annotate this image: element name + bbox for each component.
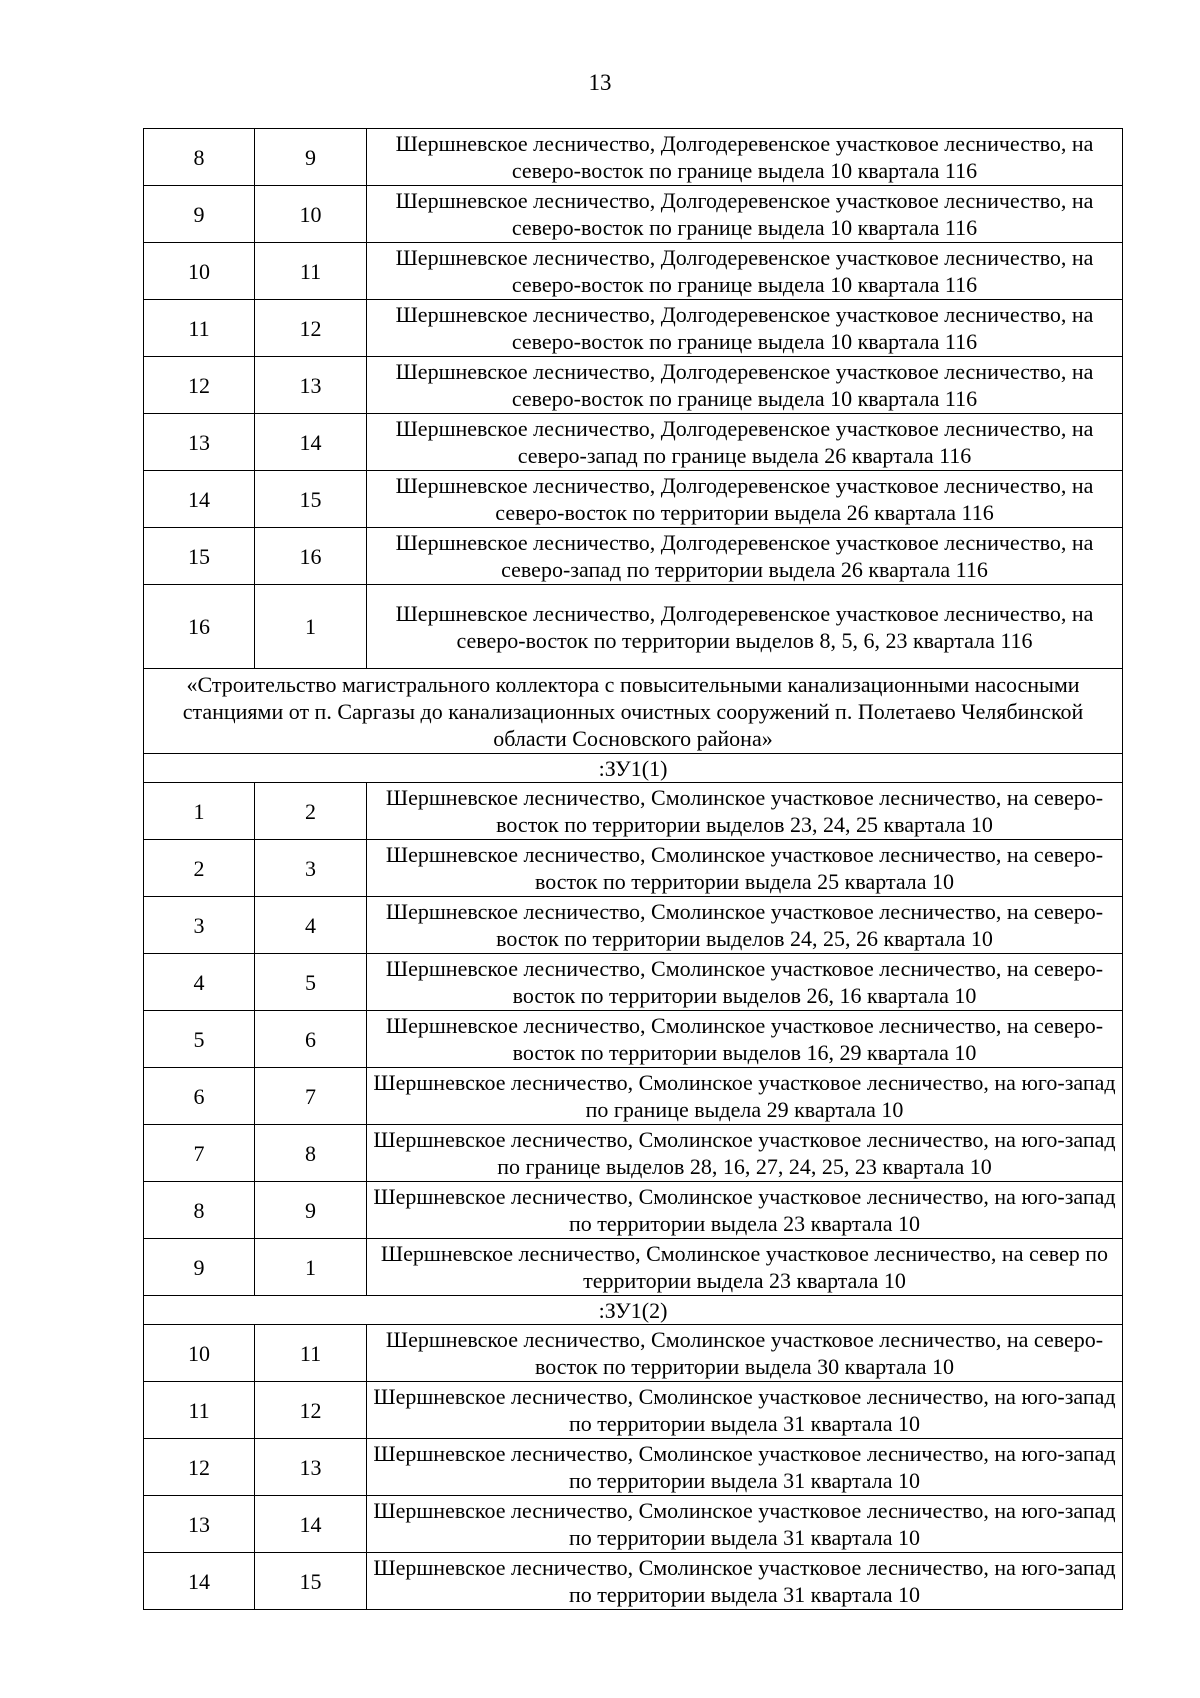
section-header-row: [144, 1296, 1123, 1325]
from-point-cell: 8: [144, 129, 255, 186]
to-point-cell: 13: [255, 357, 367, 414]
description-cell: Шершневское лесничество, Смолинское участковое лесничество, на северо-восток по территории выделов 26, 16 квартала 10: [367, 954, 1123, 1011]
from-point-cell: 9: [144, 1239, 255, 1296]
table-row: [144, 1011, 1123, 1068]
table-row: [144, 357, 1123, 414]
table-row: [144, 300, 1123, 357]
to-point-cell: 15: [255, 471, 367, 528]
table-row: [144, 897, 1123, 954]
description-cell: Шершневское лесничество, Смолинское участковое лесничество, на северо-восток по территории выдела 25 квартала 10: [367, 840, 1123, 897]
from-point-cell: 2: [144, 840, 255, 897]
to-point-cell: 14: [255, 414, 367, 471]
project-heading-row: [144, 669, 1123, 754]
to-point-cell: 12: [255, 1382, 367, 1439]
description-cell: Шершневское лесничество, Смолинское участковое лесничество, на юго-запад по территории выдела 31 квартала 10: [367, 1496, 1123, 1553]
to-point-cell: 8: [255, 1125, 367, 1182]
from-point-cell: 1: [144, 783, 255, 840]
description-cell: Шершневское лесничество, Смолинское участковое лесничество, на юго-запад по территории выдела 31 квартала 10: [367, 1439, 1123, 1496]
table-row: [144, 186, 1123, 243]
from-point-cell: 13: [144, 1496, 255, 1553]
to-point-cell: 7: [255, 1068, 367, 1125]
from-point-cell: 5: [144, 1011, 255, 1068]
description-cell: Шершневское лесничество, Смолинское участковое лесничество, на северо-восток по территории выдела 30 квартала 10: [367, 1325, 1123, 1382]
from-point-cell: 10: [144, 243, 255, 300]
description-cell: Шершневское лесничество, Смолинское участковое лесничество, на юго-запад по территории выдела 31 квартала 10: [367, 1553, 1123, 1610]
description-cell: Шершневское лесничество, Долгодеревенское участковое лесничество, на северо-восток по границе выдела 10 квартала 116: [367, 186, 1123, 243]
description-cell: Шершневское лесничество, Смолинское участковое лесничество, на северо-восток по территории выделов 24, 25, 26 квартала 10: [367, 897, 1123, 954]
to-point-cell: 5: [255, 954, 367, 1011]
description-cell: Шершневское лесничество, Смолинское участковое лесничество, на северо-восток по территории выделов 16, 29 квартала 10: [367, 1011, 1123, 1068]
project-heading: «Строительство магистрального коллектора с повысительными канализационными насосными станциями от п. Саргазы до канализационных очистных сооружений п. Полетаево Челябинской области Сосновского района»: [144, 669, 1123, 754]
table-row: [144, 783, 1123, 840]
description-cell: Шершневское лесничество, Смолинское участковое лесничество, на северо-восток по территории выделов 23, 24, 25 квартала 10: [367, 783, 1123, 840]
description-cell: Шершневское лесничество, Долгодеревенское участковое лесничество, на северо-восток по границе выдела 10 квартала 116: [367, 357, 1123, 414]
to-point-cell: 16: [255, 528, 367, 585]
table-row: [144, 414, 1123, 471]
page-number: 13: [588, 70, 612, 95]
table-row: [144, 528, 1123, 585]
description-cell: Шершневское лесничество, Долгодеревенское участковое лесничество, на северо-восток по территории выделов 8, 5, 6, 23 квартала 116: [367, 585, 1123, 669]
from-point-cell: 14: [144, 1553, 255, 1610]
to-point-cell: 13: [255, 1439, 367, 1496]
to-point-cell: 9: [255, 129, 367, 186]
table-row: [144, 1439, 1123, 1496]
description-cell: Шершневское лесничество, Долгодеревенское участковое лесничество, на северо-запад по границе выдела 26 квартала 116: [367, 414, 1123, 471]
from-point-cell: 6: [144, 1068, 255, 1125]
description-cell: Шершневское лесничество, Смолинское участковое лесничество, на юго-запад по границе выделов 28, 16, 27, 24, 25, 23 квартала 10: [367, 1125, 1123, 1182]
table-row: [144, 1325, 1123, 1382]
from-point-cell: 9: [144, 186, 255, 243]
to-point-cell: 1: [255, 1239, 367, 1296]
table-row: [144, 1382, 1123, 1439]
table-row: [144, 129, 1123, 186]
from-point-cell: 16: [144, 585, 255, 669]
description-cell: Шершневское лесничество, Смолинское участковое лесничество, на юго-запад по границе выдела 29 квартала 10: [367, 1068, 1123, 1125]
to-point-cell: 10: [255, 186, 367, 243]
from-point-cell: 11: [144, 300, 255, 357]
table-row: [144, 1182, 1123, 1239]
from-point-cell: 14: [144, 471, 255, 528]
from-point-cell: 15: [144, 528, 255, 585]
to-point-cell: 15: [255, 1553, 367, 1610]
to-point-cell: 3: [255, 840, 367, 897]
table-row: [144, 1553, 1123, 1610]
to-point-cell: 4: [255, 897, 367, 954]
table-row: [144, 1068, 1123, 1125]
table-row: [144, 954, 1123, 1011]
table-row: [144, 585, 1123, 669]
to-point-cell: 6: [255, 1011, 367, 1068]
description-cell: Шершневское лесничество, Смолинское участковое лесничество, на юго-запад по территории выдела 31 квартала 10: [367, 1382, 1123, 1439]
table-row: [144, 1239, 1123, 1296]
to-point-cell: 12: [255, 300, 367, 357]
to-point-cell: 2: [255, 783, 367, 840]
table-row: [144, 1496, 1123, 1553]
to-point-cell: 9: [255, 1182, 367, 1239]
description-cell: Шершневское лесничество, Долгодеревенское участковое лесничество, на северо-восток по границе выдела 10 квартала 116: [367, 129, 1123, 186]
from-point-cell: 13: [144, 414, 255, 471]
description-cell: Шершневское лесничество, Смолинское участковое лесничество, на север по территории выдела 23 квартала 10: [367, 1239, 1123, 1296]
to-point-cell: 11: [255, 1325, 367, 1382]
section-label: :ЗУ1(2): [144, 1296, 1123, 1325]
section-header-row: [144, 754, 1123, 783]
from-point-cell: 10: [144, 1325, 255, 1382]
table-row: [144, 840, 1123, 897]
description-cell: Шершневское лесничество, Долгодеревенское участковое лесничество, на северо-восток по границе выдела 10 квартала 116: [367, 243, 1123, 300]
from-point-cell: 4: [144, 954, 255, 1011]
from-point-cell: 11: [144, 1382, 255, 1439]
description-cell: Шершневское лесничество, Долгодеревенское участковое лесничество, на северо-запад по территории выдела 26 квартала 116: [367, 528, 1123, 585]
from-point-cell: 3: [144, 897, 255, 954]
description-cell: Шершневское лесничество, Долгодеревенское участковое лесничество, на северо-восток по границе выдела 10 квартала 116: [367, 300, 1123, 357]
to-point-cell: 11: [255, 243, 367, 300]
boundary-table: [143, 128, 1123, 1610]
description-cell: Шершневское лесничество, Смолинское участковое лесничество, на юго-запад по территории выдела 23 квартала 10: [367, 1182, 1123, 1239]
description-cell: Шершневское лесничество, Долгодеревенское участковое лесничество, на северо-восток по территории выдела 26 квартала 116: [367, 471, 1123, 528]
from-point-cell: 7: [144, 1125, 255, 1182]
section-label: :ЗУ1(1): [144, 754, 1123, 783]
from-point-cell: 8: [144, 1182, 255, 1239]
table-row: [144, 243, 1123, 300]
from-point-cell: 12: [144, 357, 255, 414]
to-point-cell: 14: [255, 1496, 367, 1553]
to-point-cell: 1: [255, 585, 367, 669]
table-row: [144, 1125, 1123, 1182]
from-point-cell: 12: [144, 1439, 255, 1496]
table-row: [144, 471, 1123, 528]
